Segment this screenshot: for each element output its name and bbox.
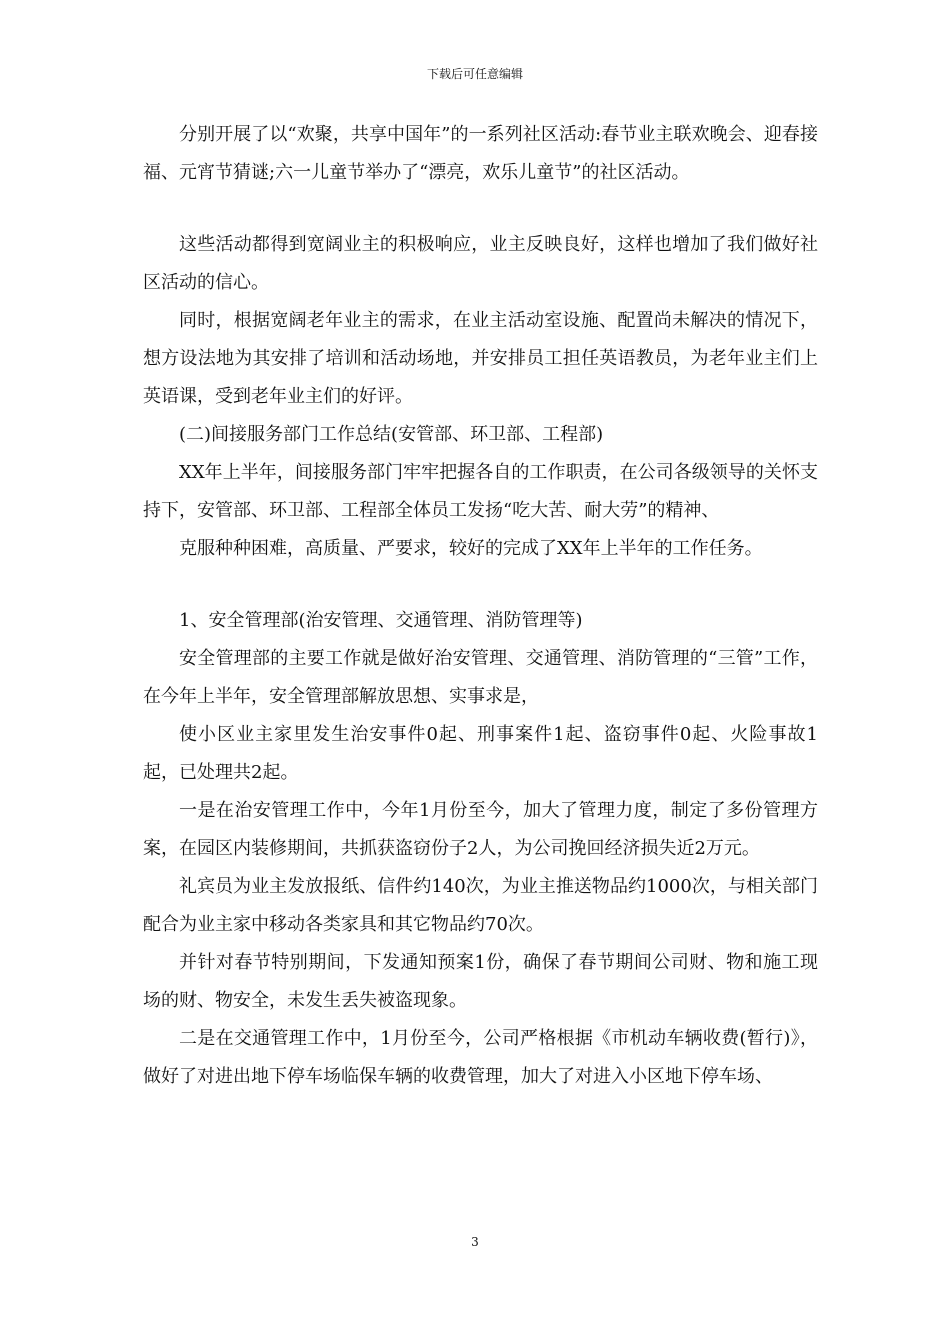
document-body: [143, 116, 818, 1096]
paragraph: 这些活动都得到宽阔业主的积极响应，业主反映良好，这样也增加了我们做好社区活动的信心。: [143, 234, 818, 293]
paragraph-gap: [143, 568, 818, 602]
page-number: 3: [471, 1235, 479, 1249]
paragraph: 礼宾员为业主发放报纸、信件约140次，为业主推送物品约1000次，与相关部门配合为业主家中移动各类家具和其它物品约70次。: [143, 876, 818, 935]
section-heading: (二)间接服务部门工作总结(安管部、环卫部、工程部): [179, 424, 604, 445]
paragraph: 安全管理部的主要工作就是做好治安管理、交通管理、消防管理的“三管”工作，在今年上半年，安全管理部解放思想、实事求是，: [143, 648, 818, 707]
paragraph: 并针对春节特别期间，下发通知预案1份，确保了春节期间公司财、物和施工现场的财、物安全，未发生丢失被盗现象。: [143, 952, 818, 1011]
paragraph: 同时，根据宽阔老年业主的需求，在业主活动室设施、配置尚未解决的情况下，想方设法地为其安排了培训和活动场地，并安排员工担任英语教员，为老年业主们上英语课，受到老年业主们的好评。: [143, 310, 818, 407]
paragraph-gap: [143, 192, 818, 226]
paragraph: XX年上半年，间接服务部门牢牢把握各自的工作职责，在公司各级领导的关怀支持下，安管部、环卫部、工程部全体员工发扬“吃大苦、耐大劳”的精神、: [143, 462, 818, 521]
paragraph: 一是在治安管理工作中，今年1月份至今，加大了管理力度，制定了多份管理方案，在园区内装修期间，共抓获盗窃份子2人，为公司挽回经济损失近2万元。: [143, 800, 818, 859]
paragraph: 二是在交通管理工作中，1月份至今，公司严格根据《市机动车辆收费(暂行)》，做好了对进出地下停车场临保车辆的收费管理，加大了对进入小区地下停车场、: [143, 1028, 818, 1087]
page-header: 下载后可任意编辑: [426, 67, 523, 81]
paragraph: 使小区业主家里发生治安事件0起、刑事案件1起、盗窃事件0起、火险事故1起，已处理共2起。: [143, 724, 818, 783]
paragraph: 克服种种困难，高质量、严要求，较好的完成了XX年上半年的工作任务。: [179, 538, 763, 559]
section-heading: 1、安全管理部(治安管理、交通管理、消防管理等): [179, 610, 583, 631]
paragraph: 分别开展了以“欢聚，共享中国年”的一系列社区活动:春节业主联欢晚会、迎春接福、元宵节猜谜;六一儿童节举办了“漂亮，欢乐儿童节”的社区活动。: [143, 124, 818, 183]
